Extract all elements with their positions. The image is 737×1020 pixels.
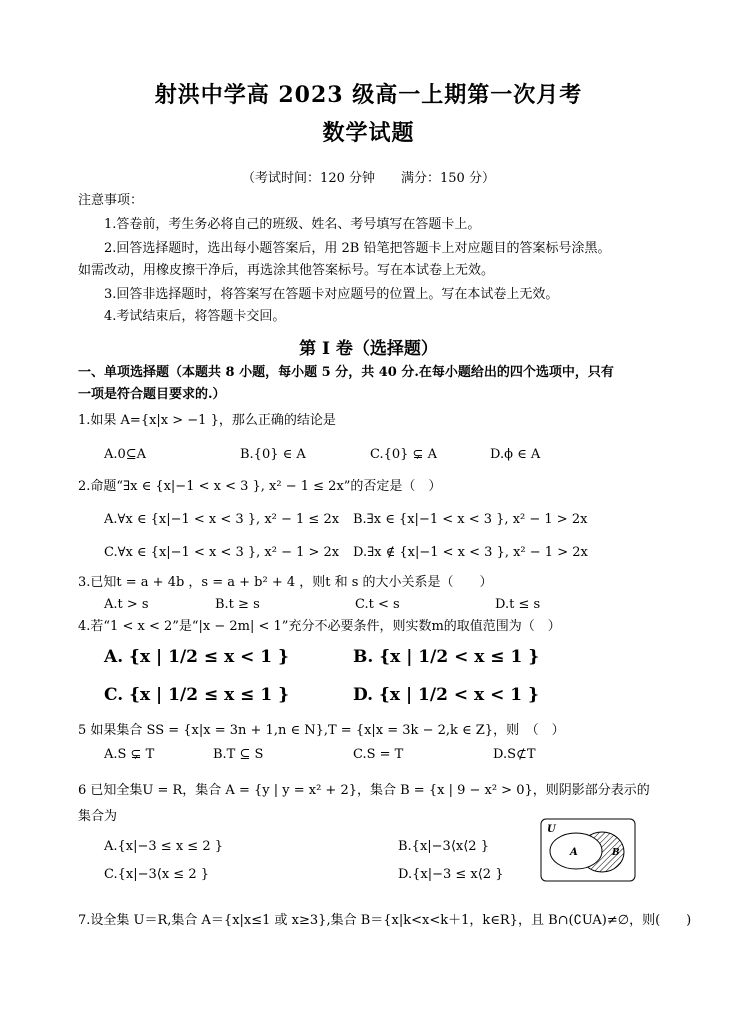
notice-item: 2.回答选择题时，选出每小题答案后，用 2B 铅笔把答题卡上对应题目的答案标号涂黑。 [104, 241, 611, 256]
option: B.∃x ∈ {x|−1 < x < 3 }, x² − 1 > 2x [353, 512, 588, 527]
question-stem: 4.若“1 < x < 2”是“|x − 2m| < 1”充分不必要条件，则实数m的取值范围为（ ） [78, 619, 561, 634]
option: A.t > s [104, 597, 149, 612]
question-stem: 6 已知全集U = R，集合 A = {y | y = x² + 2}，集合 B = {x | 9 − x² > 0}，则阴影部分表示的 [78, 783, 650, 798]
question-stem: 7.设全集 U＝R,集合 A＝{x|x≤1 或 x≥3},集合 B＝{x|k<x<k＋1，k∈R}，且 B∩(∁UA)≠∅，则( ) [78, 913, 692, 928]
venn-diagram [540, 818, 636, 882]
option: C.{x|−3⟨x ≤ 2 } [104, 867, 209, 882]
option: B.{x|−3⟨x⟨2 } [398, 839, 489, 854]
option: D.t ≤ s [495, 597, 541, 612]
universe-label: U [547, 824, 556, 835]
option: A.S ⊊ T [104, 747, 155, 762]
option: C.t < s [355, 597, 400, 612]
option: A.0⊆A [104, 447, 147, 462]
option: D.ϕ ∈ A [490, 447, 541, 462]
exam-info: （考试时间：120 分钟 满分：150 分） [242, 171, 495, 186]
exam-title: 射洪中学高 2023 级高一上期第一次月考 [154, 82, 583, 108]
notice-item: 4.考试结束后，将答题卡交回。 [104, 309, 286, 324]
option: D.S⊄T [493, 747, 536, 762]
exam-subtitle: 数学试题 [322, 120, 415, 146]
option: D.{x|−3 ≤ x⟨2 } [398, 867, 504, 882]
set-a-label: A [570, 847, 578, 858]
option: C.S = T [353, 747, 404, 762]
option: D. {x | 1/2 < x < 1 } [353, 685, 539, 705]
option: C.∀x ∈ {x|−1 < x < 3 }, x² − 1 > 2x [104, 545, 340, 560]
option: A. {x | 1/2 ≤ x < 1 } [104, 647, 289, 667]
option: B. {x | 1/2 < x ≤ 1 } [353, 647, 540, 667]
option: C.{0} ⊊ A [370, 447, 437, 462]
section-instruction: 一项是符合题目要求的.） [78, 387, 226, 402]
notice-item: 3.回答非选择题时，将答案写在答题卡对应题号的位置上。写在本试卷上无效。 [104, 287, 559, 302]
set-b-label: B [612, 848, 620, 858]
option: B.t ≥ s [215, 597, 260, 612]
option: A.{x|−3 ≤ x ≤ 2 } [104, 839, 223, 854]
question-stem: 集合为 [78, 809, 118, 824]
option: D.∃x ∉ {x|−1 < x < 3 }, x² − 1 > 2x [353, 545, 588, 560]
option: C. {x | 1/2 ≤ x ≤ 1 } [104, 685, 289, 705]
notice-item: 1.答卷前，考生务必将自己的班级、姓名、考号填写在答题卡上。 [104, 217, 481, 232]
section-instruction: 一、单项选择题（本题共 8 小题，每小题 5 分，共 40 分.在每小题给出的四个选项中，只有 [78, 365, 614, 380]
section-title: 第 I 卷（选择题） [299, 339, 438, 359]
question-stem: 5 如果集合 SS = {x|x = 3n + 1,n ∈ N},T = {x|x = 3k − 2,k ∈ Z}，则 （ ） [78, 723, 565, 738]
question-stem: 1.如果 A={x|x > −1 }，那么正确的结论是 [78, 413, 336, 428]
question-stem: 3.已知t = a + 4b ，s = a + b² + 4 ，则t 和 s 的大小关系是（ ） [78, 575, 493, 590]
option: A.∀x ∈ {x|−1 < x < 3 }, x² − 1 ≤ 2x [104, 512, 340, 527]
option: B.T ⊆ S [213, 747, 264, 762]
question-stem: 2.命题“∃x ∈ {x|−1 < x < 3 }, x² − 1 ≤ 2x”的否定是（ ） [78, 479, 442, 494]
option: B.{0} ∈ A [240, 447, 306, 462]
notice-heading: 注意事项： [78, 193, 144, 208]
notice-item: 如需改动，用橡皮擦干净后，再选涂其他答案标号。写在本试卷上无效。 [78, 263, 495, 278]
